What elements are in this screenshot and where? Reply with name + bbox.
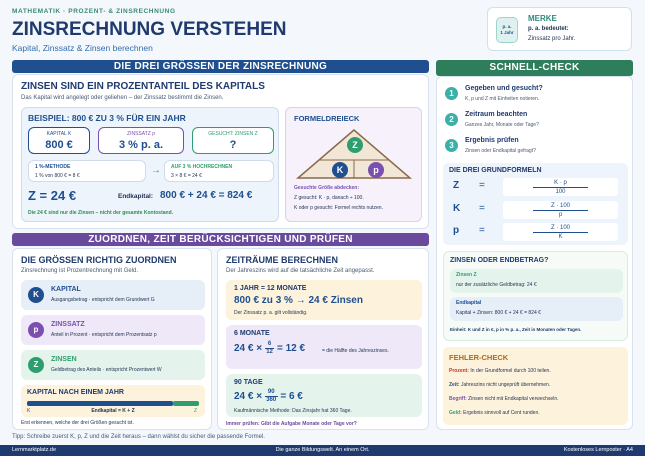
fehler-text-2: Jahreszins nicht ungeprüft übernehmen. [460,382,551,388]
method2-box [164,160,274,182]
endkapital-label: Endkapital: [118,193,154,200]
formula-p-lhs: p [453,225,460,236]
merke-box [487,7,632,51]
step2-title: Zeitraum beachten [465,111,528,118]
page-subtitle: Kapital, Zinssatz & Zinsen berechnen [12,43,153,53]
grundformeln-box [443,163,628,245]
example-title: BEISPIEL: 800 € ZU 3 % FÜR EIN JAHR [28,113,186,123]
formula-k-lhs: K [453,203,461,214]
formula-p-eq: = [479,225,485,236]
fehler-key-4: Geld: [449,410,462,416]
method1-box [28,160,146,182]
footer-left[interactable]: Lernmarktplatz.de [12,447,57,453]
formula-z-frac [503,178,618,196]
merke-title: MERKE [528,14,557,23]
formeldreieck-box [285,107,422,222]
triangle-caption1: Z gesucht: K · p, danach ÷ 100. [294,195,364,201]
item-zinsen-desc: Geldbetrag des Anteils · entspricht Prozentwert W [51,367,162,373]
step3-title: Ergebnis prüfen [465,137,519,144]
example-note: Die 24 € sind nur die Zinsen – nicht der gesamte Kontostand. [28,210,174,216]
monate-note: = die Hälfte des Jahreszinses. [322,348,389,354]
kapital-box [28,127,90,154]
monate-fraction [265,341,274,356]
item-zinssatz-desc: Anteil in Prozent · entspricht dem Prozentsatz p [51,332,157,338]
formula-z-eq: = [479,180,485,191]
section1-heading: ZINSEN SIND EIN PROZENTANTEIL DES KAPITALS [21,81,265,92]
triangle-caption-title: Gesuchte Größe abdecken: [294,185,360,191]
fehler-text-1: In der Grundformel durch 100 teilen. [470,368,551,374]
kapital-bar-title: KAPITAL NACH EINEM JAHR [27,389,124,396]
result-z: Z = 24 € [28,188,77,203]
kapital-bar-z-segment [173,401,199,406]
formula-z-num: K · p [533,179,588,188]
fehler-item-1 [449,368,551,374]
monate-box [226,325,422,369]
method1-title: 1 %-METHODE [35,164,71,170]
triangle-z: Z [347,137,363,153]
fehler-key-1: Prozent: [449,368,469,374]
breadcrumb: MATHEMATIK · PROZENT- & ZINSRECHNUNG [12,8,176,15]
monate-pre: 24 € × [234,343,263,355]
zinssatz-value: 3 % p. a. [118,139,164,151]
zinssatz-label: ZINSSATZ p [127,131,155,137]
endkapital-title: Endkapital [456,300,482,306]
kapital-bar-k-segment [27,401,173,406]
formula-p-num: Z · 100 [533,224,588,233]
formula-k-num: Z · 100 [533,202,588,211]
triangle-caption2: K oder p gesucht: Formel rechts nutzen. [294,205,383,211]
fehler-check-box [443,347,628,425]
tage-pre: 24 € × [234,391,263,403]
method2-value: 3 × 8 € = 24 € [171,173,202,179]
footer-center: Die ganze Bildungswelt. An einem Ort. [275,447,370,453]
gesucht-value: ? [229,139,237,151]
formula-p-frac [503,223,618,241]
formula-z-lhs: Z [453,180,460,191]
kapital-bar-track [27,401,199,406]
kapital-bar-box [21,385,205,417]
endkapital-box [450,297,623,321]
monate-num: 6 [265,341,274,349]
grundformeln-title: DIE DREI GRUNDFORMELN [449,167,542,174]
formula-k-den: p [558,212,563,218]
kapital-bar-label: Endkapital = K + Z [91,408,135,414]
item-zinsen-title: ZINSEN [51,356,77,363]
tage-box [226,374,422,417]
triangle-k: K [332,162,348,178]
item-kapital-title: KAPITAL [51,286,81,293]
tip-text: Tipp: Schreibe zuerst K, p, Z und die Zeit heraus – dann wählst du sicher die passende Formel. [12,434,265,440]
zeitraeume-footer: Immer prüfen: Gibt die Aufgabe Monate oder Tage vor? [226,421,357,427]
monate-title: 6 MONATE [234,330,270,337]
item-zinsen [21,350,205,380]
zeitraeume-heading: ZEITRÄUME BERECHNEN [226,255,339,265]
zeitraeume-intro: Der Jahreszins wird auf die tatsächliche Zeit angepasst. [226,268,375,274]
formeldreieck-graphic [294,128,415,180]
endkapital-text: Kapital + Zinsen: 800 € + 24 € = 824 € [456,310,541,316]
step2-badge: 2 [445,113,458,126]
step1-desc: K, p und Z mit Einheiten notieren. [465,96,540,102]
fehler-text-4: Ergebnis sinnvoll auf Cent runden. [463,410,540,416]
method1-value: 1 % von 800 € = 8 € [35,173,80,179]
kapital-bar-k: K [27,408,31,414]
zinsen-endbetrag-box [443,251,628,341]
step3-badge: 3 [445,139,458,152]
fehler-item-2 [449,382,550,388]
footer-right: Kostenloses Lernposter · A4 [563,447,633,453]
page-title: ZINSRECHNUNG VERSTEHEN [12,19,287,40]
fehler-item-3 [449,396,559,402]
zuordnen-intro: Zinsrechnung ist Prozentrechnung mit Geld. [21,268,139,274]
item-kapital [21,280,205,310]
step3-desc: Zinsen oder Endkapital gefragt? [465,148,536,154]
step1-badge: 1 [445,87,458,100]
einheit-note: Einheit: K und Z in €, p in % p. a., Zeit in Monaten oder Tagen. [450,327,582,332]
merke-line2: Zinssatz pro Jahr. [528,36,576,42]
kapital-label: KAPITAL K [46,131,72,137]
monate-den: 12 [266,349,273,355]
tage-formula [234,389,303,404]
jahr-formula: 800 € zu 3 % → 24 € Zinsen [234,295,363,306]
monate-post: = 12 € [277,343,306,355]
tage-num: 90 [265,389,278,397]
tage-note: Kaufmännische Methode: Das Zinsjahr hat 360 Tage. [234,408,352,414]
zuordnen-heading: DIE GRÖSSEN RICHTIG ZUORDNEN [21,255,177,265]
item-zinssatz [21,315,205,345]
example-box [21,107,279,222]
fehler-title: FEHLER-CHECK [449,353,509,362]
step2-desc: Ganzes Jahr, Monate oder Tage? [465,122,539,128]
fehler-key-3: Begriff: [449,396,467,402]
gesucht-box [192,127,274,154]
zinssatz-box [98,127,184,154]
zinsen-z-text: nur der zusätzliche Geldbetrag: 24 € [456,282,537,288]
item-zinssatz-title: ZINSSATZ [51,321,85,328]
kapital-value: 800 € [45,139,73,151]
zinsen-z-box [450,269,623,293]
tage-fraction [265,389,278,404]
tage-post: = 6 € [280,391,303,403]
k-badge: K [28,287,44,303]
step1-title: Gegeben und gesucht? [465,85,543,92]
arrow-right-icon: → [151,165,161,176]
formula-z-den: 100 [555,189,566,195]
formula-p-den: K [558,234,563,240]
triangle-title: FORMELDREIECK [294,114,360,123]
fehler-key-2: Zeit: [449,382,460,388]
p-badge: p [28,322,44,338]
merke-line1: p. a. bedeutet: [528,26,569,32]
jahr-title: 1 JAHR = 12 MONATE [234,285,307,292]
section2-bar: ZUORDNEN, ZEIT BERÜCKSICHTIGEN UND PRÜFEN [12,233,429,246]
sidebar-card [436,76,633,430]
formula-k-eq: = [479,203,485,214]
section1-card [12,74,429,229]
gesucht-label: GESUCHT: ZINSEN Z [208,131,258,137]
kapital-bar-z: Z [193,408,197,414]
monate-formula [234,341,305,356]
zinsen-endbetrag-title: ZINSEN ODER ENDBETRAG? [450,257,549,264]
zuordnen-footer: Erst erkennen, welche der drei Größen gesucht ist. [21,420,134,426]
section1-bar: DIE DREI GRÖSSEN DER ZINSRECHNUNG [12,60,429,73]
fehler-item-4 [449,410,540,416]
method2-title: AUF 3 % HOCHRECHNEN [171,164,233,170]
zeitraeume-card [217,248,429,430]
item-kapital-desc: Ausgangsbetrag · entspricht dem Grundwert G [51,297,155,303]
tage-den: 360 [266,397,277,403]
sidebar-bar: SCHNELL-CHECK [436,60,633,76]
zuordnen-card [12,248,212,430]
triangle-p: p [368,162,384,178]
calendar-icon: p. a. 1 Jahr [496,17,518,43]
section1-intro: Das Kapital wird angelegt oder geliehen – der Zinssatz bestimmt die Zinsen. [21,95,224,101]
z-badge: Z [28,357,44,373]
fehler-text-3: Zinsen nicht mit Endkapital verwechseln. [468,396,559,402]
tage-title: 90 TAGE [234,379,263,386]
endkapital-value: 800 € + 24 € = 824 € [160,190,253,201]
formula-k-frac [503,201,618,219]
jahr-box [226,280,422,320]
zinsen-z-title: Zinsen Z [456,272,477,278]
jahr-note: Der Zinssatz p. a. gilt vollständig. [234,310,308,316]
footer-bar [0,445,645,456]
